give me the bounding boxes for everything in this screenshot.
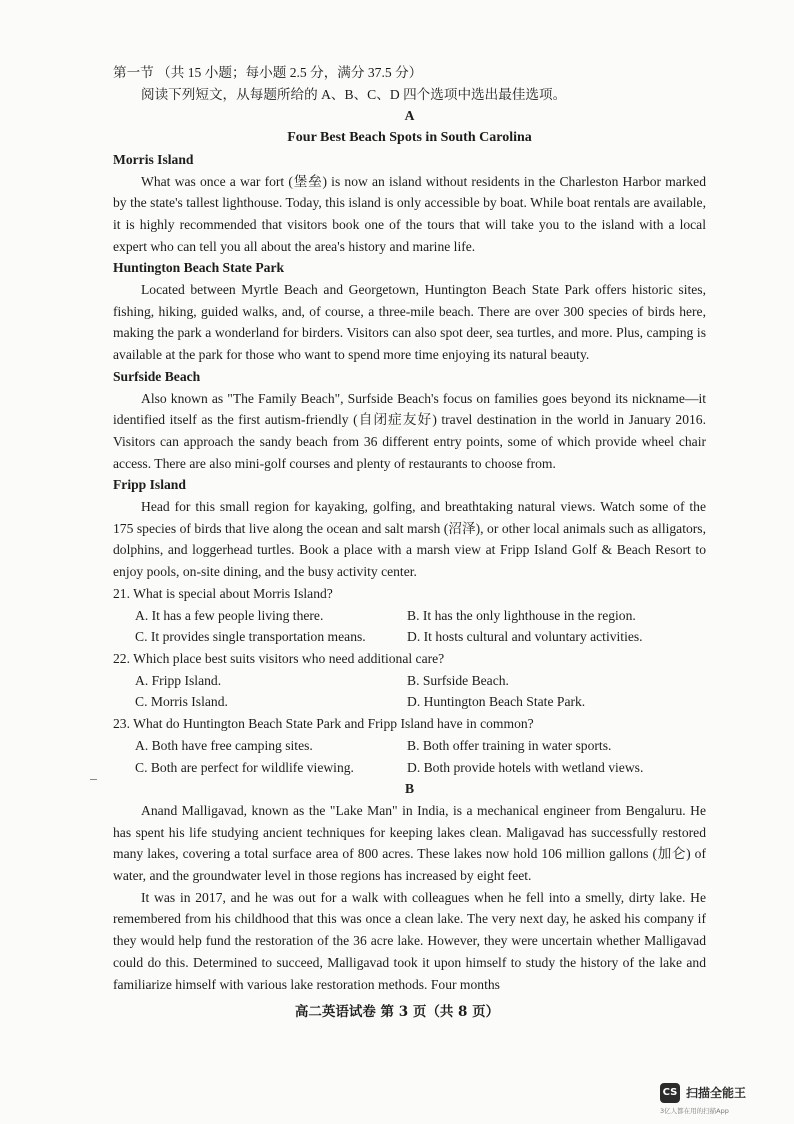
section-instruction: 阅读下列短文，从每题所给的 A、B、C、D 四个选项中选出最佳选项。 [141, 86, 567, 102]
passage-b-paragraph: Anand Malligavad, known as the "Lake Man" in India, is a mechanical engineer from Bengaluru. He has spent his life studying ancient techniques for keeping lakes clean. Maligavad has successfully restored many lakes, covering a total surface area of 800 acres. These lakes now hold 106 million gallons (加仑) of water, and the groundwater level in those regions has increased by eight feet. [113, 802, 706, 884]
spot-heading: Huntington Beach State Park [113, 260, 285, 276]
question-stem: 23. What do Huntington Beach State Park and Fripp Island have in common? [113, 716, 534, 732]
option: A. It has a few people living there. [135, 607, 324, 623]
option: D. It hosts cultural and voluntary activities. [407, 629, 643, 645]
option: B. Surfside Beach. [407, 672, 509, 688]
section-header: 第一节 （共 15 小题；每小题 2.5 分，满分 37.5 分） [113, 65, 423, 80]
watermark-subtitle: 3亿人都在用的扫描App [660, 1107, 729, 1115]
question-options [113, 670, 706, 713]
spot-paragraph: Located between Myrtle Beach and Georgetown, Huntington Beach State Park offers historic sites, fishing, hiking, guided walks, and, of course, a three-mile beach. There are over 300 species of birds here, making the park a wonderland for birders. Visitors can also spot deer, sea turtles, and more. Plus, camping is available at the park for those who want to spend more time enjoying its natural beauty. [113, 282, 706, 363]
spot-heading: Fripp Island [113, 477, 186, 493]
scanner-watermark [660, 1083, 780, 1117]
question-options [113, 735, 706, 778]
passage-b-paragraph: It was in 2017, and he was out for a walk with colleagues when he fell into a smelly, dirty lake. He remembered from his childhood that this was once a clean lake. The very next day, he asked his company if they would help fund the restoration of the 36 acre lake. However, they were uncertain whether Malligavad could do this. Determined to succeed, Malligavad took it upon himself to study the history of the lake and familiarize himself with various lake restoration methods. Four months [113, 889, 706, 992]
option: C. It provides single transportation means. [135, 629, 366, 645]
watermark-name: 扫描全能王 [686, 1086, 747, 1100]
option: D. Huntington Beach State Park. [407, 694, 586, 710]
margin-tick [90, 779, 97, 780]
option: A. Both have free camping sites. [135, 737, 313, 753]
passage-b-label: B [404, 781, 415, 797]
option: C. Both are perfect for wildlife viewing. [135, 759, 354, 775]
camscanner-logo-icon: CS [660, 1083, 680, 1103]
option: C. Morris Island. [135, 694, 228, 710]
option: A. Fripp Island. [135, 672, 222, 688]
spot-heading: Surfside Beach [113, 368, 201, 384]
question-stem: 22. Which place best suits visitors who need additional care? [113, 650, 445, 666]
passage-a-label: A [404, 108, 415, 124]
spot-paragraph: Head for this small region for kayaking, golfing, and breathtaking natural views. Watch some of the 175 species of birds that live along the ocean and salt marsh (沼泽), or other local animals such as alligators, dolphins, and loggerhead turtles. Book a place with a marsh view at Fripp Island Golf & Beach Resort to enjoy pools, on-site dining, and the busy activity center. [113, 499, 706, 580]
spot-heading: Morris Island [113, 151, 194, 167]
option: B. Both offer training in water sports. [407, 737, 612, 753]
passage-a-title: Four Best Beach Spots in South Carolina [287, 130, 532, 146]
exam-page [113, 62, 706, 995]
spot-paragraph: Also known as "The Family Beach", Surfside Beach's focus on families goes beyond its nickname—it identified itself as the first autism-friendly (自闭症友好) travel destination in the world in January 2016. Visitors can approach the sandy beach from 36 different entry points, some of which provide wheel chair access. There are also mini-golf courses and plenty of restaurants to choose from. [113, 390, 706, 471]
question-options [113, 605, 706, 648]
option: B. It has the only lighthouse in the region. [407, 607, 636, 623]
spot-paragraph: What was once a war fort (堡垒) is now an island without residents in the Charleston Harbor marked by the state's tallest lighthouse. Today, this island is only accessible by boat. While boat rentals are available, it is highly recommended that visitors book one of the tours that will take you to the island with a local expert who can tell you all about the area's history and marine life. [113, 173, 707, 254]
page-footer: 高二英语试卷 第 3 页（共 8 页） [294, 1004, 500, 1020]
question-stem: 21. What is special about Morris Island? [113, 585, 333, 601]
option: D. Both provide hotels with wetland views. [407, 759, 644, 775]
